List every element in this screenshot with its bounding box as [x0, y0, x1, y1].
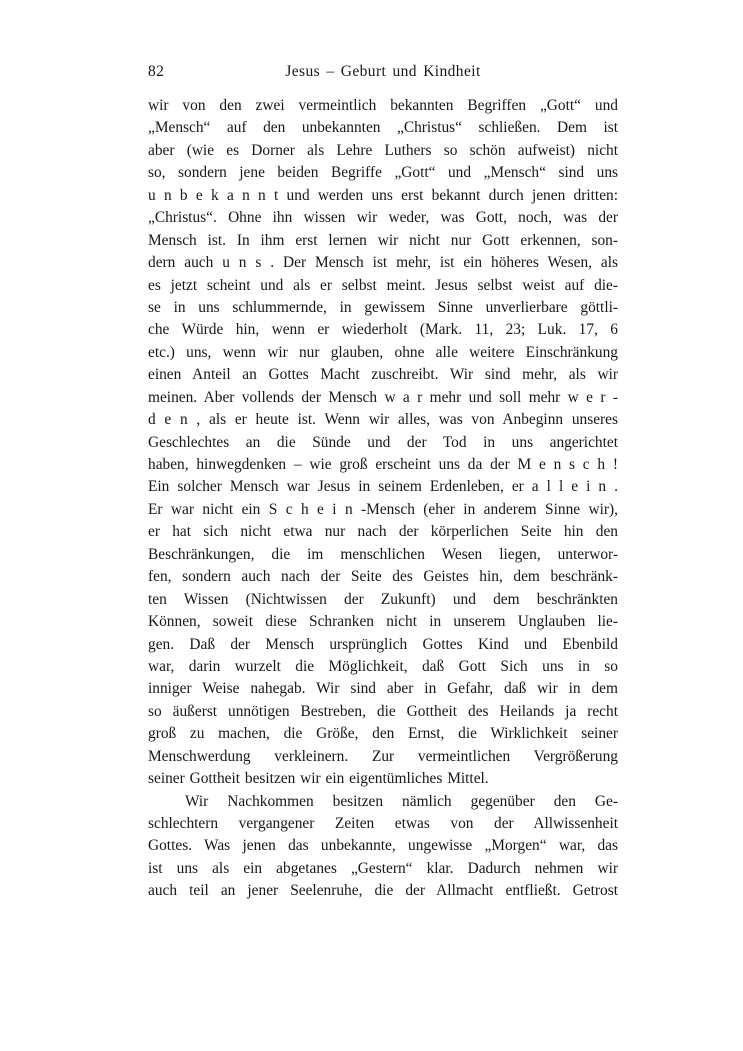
text-line: auch teil an jener Seelenruhe, die der Allmacht entfließt. Getrost [148, 882, 618, 900]
text-line: inniger Weise nahegab. Wir sind aber in Gefahr, daß wir in dem [148, 680, 618, 698]
text-line: so, sondern jene beiden Begriffe „Gott“ und „Mensch“ sind uns [148, 164, 618, 182]
text-line: d e n , als er heute ist. Wenn wir alles, was von Anbeginn unseres [148, 411, 618, 429]
text-line: Beschränkungen, die im menschlichen Wesen liegen, unterwor- [148, 545, 618, 563]
text-line: er hat sich nicht etwa nur nach der körperlichen Seite hin den [148, 523, 618, 541]
page-number: 82 [148, 63, 165, 80]
text-line: Mensch ist. In ihm erst lernen wir nicht nur Gott erkennen, son- [148, 231, 618, 249]
text-line: aber (wie es Dorner als Lehre Luthers so schön aufweist) nicht [148, 141, 618, 159]
text-line: etc.) uns, wenn wir nur glauben, ohne alle weitere Einschränkung [148, 343, 618, 361]
text-line: Wir Nachkommen besitzen nämlich gegenüber den Ge- [185, 792, 618, 810]
text-line: Ein solcher Mensch war Jesus in seinem Erdenleben, er a l l e i n . [148, 478, 618, 496]
text-line: fen, sondern auch nach der Seite des Geistes hin, dem beschränk- [148, 568, 618, 586]
running-header [148, 62, 618, 82]
text-line: che Würde hin, wenn er wiederholt (Mark. 11, 23; Luk. 17, 6 [148, 321, 618, 339]
text-line: dern auch u n s . Der Mensch ist mehr, ist ein höheres Wesen, als [148, 254, 618, 272]
text-line: schlechtern vergangener Zeiten etwas von der Allwissenheit [148, 815, 618, 832]
text-line: groß zu machen, die Größe, den Ernst, die Wirklichkeit seiner [148, 725, 618, 743]
text-line: Menschwerdung verkleinern. Zur vermeintlichen Vergrößerung [148, 747, 618, 765]
text-line: wir von den zwei vermeintlich bekannten Begriffen „Gott“ und [148, 97, 618, 114]
text-line: einen Anteil an Gottes Macht zuschreibt. Wir sind mehr, als wir [148, 366, 618, 384]
text-line: so äußerst unnötigen Bestreben, die Gottheit des Heilands ja recht [148, 702, 618, 720]
running-title: Jesus – Geburt und Kindheit [285, 63, 481, 80]
text-line: es jetzt scheint und als er selbst meint. Jesus selbst weist auf die- [148, 276, 618, 294]
text-line: haben, hinwegdenken – wie groß erscheint uns da der M e n s c h ! [148, 456, 618, 473]
text-line: Gottes. Was jenen das unbekannte, ungewisse „Morgen“ war, das [148, 837, 618, 855]
text-line: war, darin wurzelt die Möglichkeit, daß Gott Sich uns in so [148, 657, 618, 675]
text-line: se in uns schlummernde, in gewissem Sinne unverlierbare göttli- [148, 298, 618, 316]
text-line: Können, soweit diese Schranken nicht in unserem Unglauben lie- [148, 613, 618, 631]
text-line: „Mensch“ auf den unbekannten „Christus“ schließen. Dem ist [148, 119, 618, 137]
text-line: ten Wissen (Nichtwissen der Zukunft) und dem beschränkten [148, 590, 618, 608]
text-line: u n b e k a n n t und werden uns erst bekannt durch jenen dritten: [148, 186, 618, 204]
body-text-block [148, 95, 618, 903]
text-line: seiner Gottheit besitzen wir ein eigentümliches Mittel. [148, 770, 489, 788]
text-line: meinen. Aber vollends der Mensch w a r mehr und soll mehr w e r - [148, 388, 618, 406]
text-line: gen. Daß der Mensch ursprünglich Gottes Kind und Ebenbild [148, 635, 618, 653]
text-line: Er war nicht ein S c h e i n -Mensch (eher in anderem Sinne wir), [148, 500, 618, 518]
text-line: ist uns als ein abgetanes „Gestern“ klar. Dadurch nehmen wir [148, 859, 618, 877]
text-line: „Christus“. Ohne ihn wissen wir weder, was Gott, noch, was der [148, 209, 618, 227]
text-line: Geschlechtes an die Sünde und der Tod in uns angerichtet [148, 433, 618, 451]
